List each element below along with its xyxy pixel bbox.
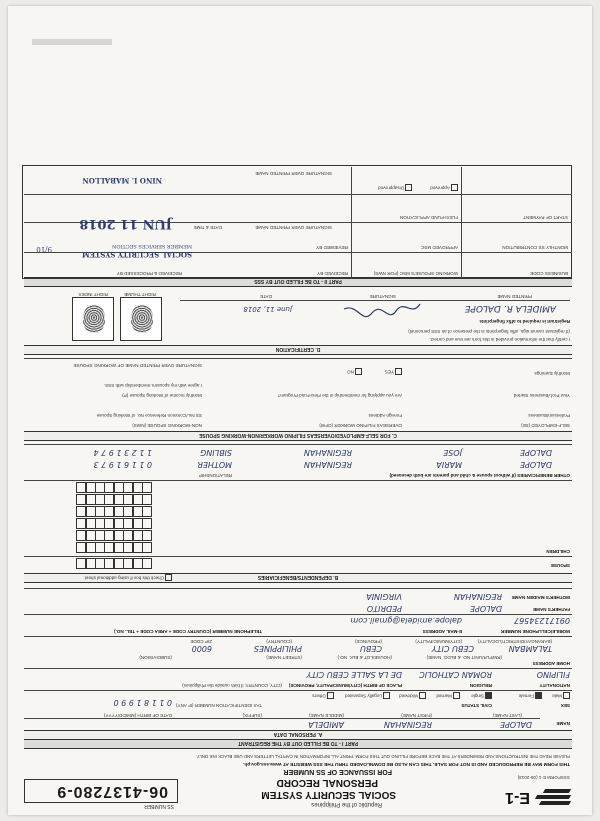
cert-note: (If registrant cannot sign, affix fingerprints in the presence of an SSS personnel) <box>408 329 570 334</box>
fingerprint-icon <box>131 305 153 333</box>
name-label: NAME <box>556 721 570 726</box>
zip-label: ZIP CODE <box>190 639 212 644</box>
beneficiary2-last-value: DALOPE <box>519 448 552 457</box>
ws-signature-label: SIGNATURE OVER PRINTED NAME OF WORKING SPOUSE <box>73 363 202 368</box>
mother-name-label: MOTHER'S MAIDEN NAME <box>511 595 570 600</box>
last-name-value: DALOPE <box>499 720 532 729</box>
row-divider <box>24 480 572 481</box>
part2-header: PART II - TO BE FILLED OUT BY SSS <box>24 277 572 287</box>
sex-label: SEX <box>560 703 570 708</box>
sex-female-option[interactable]: Female <box>519 692 542 699</box>
printed-name-label: PRINTED NAME <box>497 294 532 299</box>
name-line <box>24 718 540 719</box>
sign-date-value: June 11, 2018 <box>243 305 292 313</box>
child-dob-cells-1[interactable] <box>77 542 152 553</box>
child-dob-cells-6[interactable] <box>77 482 152 493</box>
additional-sheet-option[interactable]: Check this box if using additional sheet <box>85 574 172 581</box>
form-revision: SSSFORM E-1 (05-2013) <box>517 775 570 780</box>
stamp-office: MEMBER SERVICES SECTION <box>112 243 192 249</box>
other-beneficiaries-label: OTHER BENEFICIARIES (If without spouse & child and parents are both deceased) <box>389 473 570 478</box>
nationality-value: FILIPINO <box>536 670 570 679</box>
addr-subd-label: (SUBDIVISION) <box>139 655 172 660</box>
right-index-label: RIGHT INDEX <box>78 292 108 297</box>
reviewed-by-label: REVIEWED BY <box>316 245 348 250</box>
monthly-income-label: Monthly Income of Working Spouse (P) <box>122 393 202 398</box>
middle-name-label: (MIDDLE NAME) <box>309 713 344 718</box>
monthly-earnings-label: Monthly Earnings <box>534 371 570 376</box>
civil-married-checkbox[interactable] <box>453 692 460 699</box>
beneficiary2-first-value: JOSE <box>443 448 462 457</box>
beneficiary2-middle-value: REGINAHAN <box>303 448 352 457</box>
place-birth-label: PLACE OF BIRTH (CITY/MUNICIPALITY, PROVINCE) <box>289 683 402 688</box>
civil-widowed-option[interactable]: Widowed <box>399 692 426 699</box>
foreign-address-label: Foreign Address <box>368 413 402 418</box>
form-title: PERSONAL RECORD <box>276 777 378 788</box>
nws-label: NON-WORKING SPOUSE (NWS) <box>132 423 202 428</box>
spouse-label: SPOUSE <box>550 563 570 568</box>
relationship-label: RELATIONSHIP <box>198 473 232 478</box>
scan-shadow <box>32 39 112 45</box>
col-divider <box>461 167 462 279</box>
flexi-disapproved-option[interactable]: Disapproved <box>378 184 412 191</box>
ss-number: 06-4137280-9 <box>56 783 168 800</box>
middle-name-value: REGINAHAN <box>383 720 432 729</box>
ss-number-label: SS NUMBER <box>144 803 174 809</box>
instructions-notice: PLEASE READ THE INSTRUCTIONS AND REMINDERS AT THE BACK BEFORE FILLING OUT THIS FORM. PRINT ALL INFORMATION IN CAPITAL LETTERS AND USE BLACK INK ONLY. <box>195 754 570 759</box>
profession-label: Profession/Business <box>528 413 570 418</box>
dob-label: DATE OF BIRTH (MM/DD/YYYY) <box>104 713 172 718</box>
year-started-label: Year Prof./Business Started <box>513 393 570 398</box>
civil-status-label: CIVIL STATUS <box>461 703 492 708</box>
row-divider <box>24 358 572 359</box>
received-by-label: RECEIVED BY <box>317 271 348 276</box>
beneficiary-first-value: MARIA <box>436 460 462 469</box>
monthly-contribution-label: MONTHLY SS CONTRIBUTION <box>502 245 568 250</box>
father-first-value: PEDRITO <box>366 604 402 613</box>
row-divider <box>24 614 572 615</box>
agree-label: I agree with my spouse's membership with SSS. <box>103 383 202 388</box>
beneficiary-dob-value: 0 1 1 6 1 9 7 3 <box>93 460 152 469</box>
dob-value: 0 1 1 8 1 9 9 0 <box>113 698 172 707</box>
working-spouse-msc-label: WORKING SPOUSE'S MSC (FOR NWS) <box>373 271 458 276</box>
sex-female-checkbox[interactable] <box>535 692 542 699</box>
row-divider <box>24 668 572 669</box>
child-dob-cells-2[interactable] <box>77 530 152 541</box>
last-name-label: (LAST NAME) <box>492 713 522 718</box>
place-birth-note: (CITY, COUNTRY, if birth outside the Philippines) <box>182 683 282 688</box>
right-index-box <box>72 297 114 341</box>
business-code-label: BUSINESS CODE <box>530 271 568 276</box>
suffix-label: (SUFFIX) <box>242 713 262 718</box>
stamp-date: JUN 11 2018 <box>79 216 172 231</box>
address-prov-value: CEBU <box>360 644 382 653</box>
home-address-label: HOME ADDRESS <box>532 661 570 666</box>
sss-logo-icon <box>534 785 570 805</box>
approved-msc-label: APPROVED MSC <box>420 245 458 250</box>
free-form-notice: THIS FORM MAY BE REPRODUCED AND IS NOT FOR SALE. THIS CAN ALSO BE DOWNLOADED THRU THE SSS WEBSITE AT www.sss.gov.ph. <box>243 761 570 766</box>
row-divider <box>24 444 572 445</box>
fingerprint-icon <box>83 305 105 333</box>
email-label: E-MAIL ADDRESS <box>422 629 462 634</box>
addr-prov-label: (PROVINCE) <box>354 639 382 644</box>
agency-name: SOCIAL SECURITY SYSTEM <box>261 789 396 800</box>
child-dob-cells-5[interactable] <box>77 494 152 505</box>
place-birth-value: DE LA SALLE CEBU CITY <box>306 670 402 679</box>
section-b-header: B. DEPENDENTS/BENEFICIARIES <box>24 573 572 583</box>
stamp-name: NINO I. MABALLON <box>82 176 162 185</box>
civil-others-option[interactable]: Others <box>312 692 334 699</box>
zip-value: 6000 <box>191 644 212 653</box>
father-last-value: DALOPE <box>469 604 502 613</box>
row-divider <box>24 636 572 637</box>
address-country-value: PHILIPPINES <box>253 644 302 653</box>
civil-married-option[interactable]: Married <box>436 692 460 699</box>
sss-e1-form <box>8 6 592 815</box>
flexi-no-option[interactable]: NO <box>347 368 362 375</box>
nationality-label: NATIONALITY <box>539 683 570 688</box>
child-dob-cells-3[interactable] <box>77 518 152 529</box>
printed-name-value: AMIDELA R. DALOPE <box>464 303 556 313</box>
se-label: SELF-EMPLOYED (SE) <box>520 423 570 428</box>
addr-brgy-label: (BARANGAY/DISTRICT/LOCALITY) <box>477 639 552 644</box>
addr-country-label: (COUNTRY) <box>266 639 292 644</box>
flexi-approved-checkbox[interactable] <box>451 184 458 191</box>
tin-label: TAX IDENTIFICATION NUMBER (IF ANY) <box>175 703 262 708</box>
civil-widowed-checkbox[interactable] <box>419 692 426 699</box>
right-thumb-label: RIGHT THUMB <box>124 292 156 297</box>
beneficiary-last-value: DALOPE <box>519 460 552 469</box>
flexi-approved-option[interactable]: Approved <box>430 184 458 191</box>
form-paper <box>8 6 592 815</box>
flexi-question: Are you applying for membership in the Flexi-Fund Program? <box>277 393 402 398</box>
beneficiary2-relationship-value: SIBLING <box>200 448 232 457</box>
row-divider <box>24 690 572 691</box>
start-payment-label: START OF PAYMENT <box>522 215 568 220</box>
flexi-disapproved-checkbox[interactable] <box>405 184 412 191</box>
additional-sheet-checkbox[interactable] <box>165 574 172 581</box>
sex-male-option[interactable]: Male <box>552 692 570 699</box>
flexi-no-checkbox[interactable] <box>355 368 362 375</box>
civil-separated-option[interactable]: Legally Separated <box>345 692 390 699</box>
addr-rm-label: (RM/FLR/UNIT NO. & BLDG. NAME) <box>426 655 502 660</box>
email-value: dalope.amidela@gmail.com <box>350 616 462 625</box>
address-city-value: CEBU CITY <box>431 644 474 653</box>
form-code: E-1 <box>505 789 530 806</box>
child-dob-cells-4[interactable] <box>77 506 152 517</box>
beneficiary-relationship-value: MOTHER <box>197 460 232 469</box>
date-label: DATE <box>260 294 272 299</box>
row-divider <box>24 588 572 589</box>
part1-header: PART I - TO BE FILLED OUT BY THE REGISTRANT <box>24 739 572 749</box>
col-divider <box>351 167 352 279</box>
mother-first-value: VIRGINIA <box>366 592 402 601</box>
reviewer-signature-label: SIGNATURE OVER PRINTED NAME <box>255 225 332 230</box>
addr-street-label: (STREET NAME) <box>266 655 302 660</box>
signature-line <box>180 300 570 301</box>
mobile-value: 09171234567 <box>514 616 570 625</box>
religion-label: RELIGION <box>469 683 492 688</box>
cert-text: I certify that the information provided in this form are true and correct. <box>429 337 570 342</box>
beneficiary-middle-value: REGINAHAN <box>303 460 352 469</box>
fp-required-label: Registrant is required to affix fingerprints <box>479 319 570 324</box>
civil-single-checkbox[interactable] <box>485 692 492 699</box>
ofw-label: OVERSEAS FILIPINO WORKER (OFW) <box>319 423 402 428</box>
reviewer-date-label: DATE & TIME <box>193 225 222 230</box>
telephone-label: TELEPHONE NUMBER (COUNTRY CODE + AREA CODE + TEL. NO.) <box>114 629 262 634</box>
civil-others-checkbox[interactable] <box>327 692 334 699</box>
spouse-dob-cells[interactable] <box>77 558 152 569</box>
signature-label: SIGNATURE <box>369 294 396 299</box>
republic-label: Republic of the Philippines <box>311 801 382 807</box>
mobile-label: MOBILE/CELLPHONE NUMBER <box>501 629 570 634</box>
mother-last-value: REGINAHAN <box>453 592 502 601</box>
beneficiary2-dob-value: 1 1 2 3 1 9 7 4 <box>93 448 152 457</box>
section-a-header: A. PERSONAL DATA <box>24 730 572 740</box>
addr-house-label: (HOUSE/LOT & BLK. NO.) <box>337 655 392 660</box>
civil-separated-checkbox[interactable] <box>383 692 390 699</box>
flexi-yes-checkbox[interactable] <box>395 368 402 375</box>
father-name-label: FATHER'S NAME <box>533 607 570 612</box>
stamp-number: 9/10 <box>36 245 52 253</box>
sex-male-checkbox[interactable] <box>563 692 570 699</box>
row-divider <box>24 194 572 195</box>
first-name-value: AMIDELA <box>308 720 344 729</box>
processor-signature-label: SIGNATURE OVER PRINTED NAME <box>255 171 332 176</box>
children-label: CHILDREN <box>546 549 570 554</box>
civil-single-option[interactable]: Single <box>471 692 492 699</box>
section-d-header: D. CERTIFICATION <box>24 345 572 355</box>
flexi-yes-option[interactable]: YES <box>385 368 402 375</box>
first-name-label: (FIRST NAME) <box>401 713 432 718</box>
religion-value: ROMAN CATHOLIC <box>419 670 492 679</box>
row-divider <box>24 556 572 557</box>
received-processed-label: RECEIVED & PROCESSED BY <box>116 271 182 276</box>
section-c-header: C. FOR SELF-EMPLOYED/OVERSEAS FILIPINO WORKER/NON-WORKING SPOUSE <box>24 431 572 441</box>
stamp-agency: SOCIAL SECURITY SYSTEM <box>82 250 192 259</box>
address-brgy-value: TALAMBAN <box>508 644 552 653</box>
flexi-application-label: FLEXI-FUND APPLICATION <box>399 215 458 220</box>
form-subtitle: FOR ISSUANCE OF SS NUMBER <box>283 768 392 775</box>
right-thumb-box <box>120 297 162 341</box>
addr-city-label: (CITY/MUNICIPALITY) <box>415 639 462 644</box>
nws-ss-label: SS No./Common Reference No. of Working Spouse <box>96 413 202 418</box>
